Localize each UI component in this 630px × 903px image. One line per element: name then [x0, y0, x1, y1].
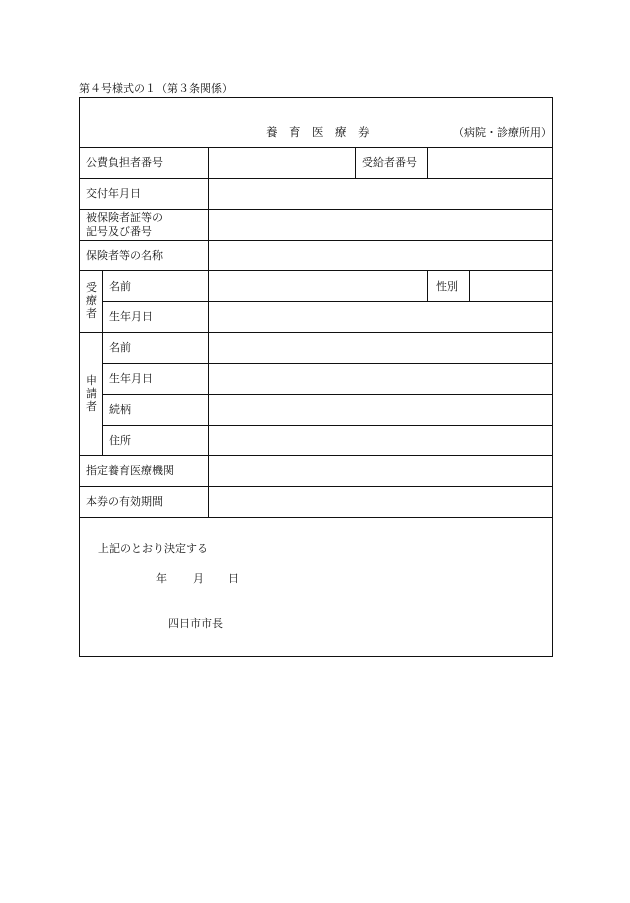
row-divider: [80, 209, 552, 210]
patient-birthdate-label: 生年月日: [109, 310, 153, 323]
row-divider: [80, 178, 552, 179]
insurance-card-label-line2: 記号及び番号: [86, 225, 152, 238]
column-divider: [427, 147, 428, 178]
style-caption: 第４号様式の１（第３条関係）: [79, 82, 233, 95]
column-divider: [427, 270, 428, 301]
applicant-relationship-label: 続柄: [109, 403, 131, 416]
row-divider: [102, 394, 552, 395]
designated-institution-label: 指定養育医療機関: [86, 464, 174, 477]
row-divider: [80, 517, 552, 518]
row-divider: [80, 147, 552, 148]
column-divider: [469, 270, 470, 301]
insurance-card-label-line1: 被保険者証等の: [86, 211, 163, 224]
decision-text: 上記のとおり決定する: [98, 542, 208, 555]
issuer-name: 四日市市長: [168, 617, 223, 630]
group-divider: [102, 270, 103, 455]
column-divider: [355, 147, 356, 178]
public-payer-number-label: 公費負担者番号: [86, 156, 163, 169]
row-divider: [80, 240, 552, 241]
issue-date-label: 交付年月日: [86, 187, 141, 200]
applicant-group-label: 申請者: [86, 374, 97, 413]
validity-period-label: 本券の有効期間: [86, 495, 163, 508]
row-divider: [80, 486, 552, 487]
date-year-label: 年: [156, 572, 167, 585]
form-title: 養 育 医 療 券: [266, 125, 370, 139]
medical-care-voucher-form: [79, 97, 553, 657]
patient-name-label: 名前: [109, 280, 131, 293]
patient-sex-label: 性別: [436, 280, 458, 293]
row-divider: [102, 301, 552, 302]
applicant-name-label: 名前: [109, 341, 131, 354]
row-divider: [80, 455, 552, 456]
form-subtitle: （病院・診療所用）: [453, 126, 552, 139]
column-divider: [208, 147, 209, 517]
row-divider: [80, 332, 552, 333]
applicant-address-label: 住所: [109, 434, 131, 447]
row-divider: [102, 425, 552, 426]
row-divider: [102, 363, 552, 364]
applicant-birthdate-label: 生年月日: [109, 372, 153, 385]
row-divider: [80, 270, 552, 271]
patient-group-label: 受療者: [86, 281, 97, 320]
date-month-label: 月: [193, 572, 204, 585]
recipient-number-label: 受給者番号: [362, 156, 417, 169]
insurer-name-label: 保険者等の名称: [86, 249, 163, 262]
date-day-label: 日: [228, 572, 239, 585]
